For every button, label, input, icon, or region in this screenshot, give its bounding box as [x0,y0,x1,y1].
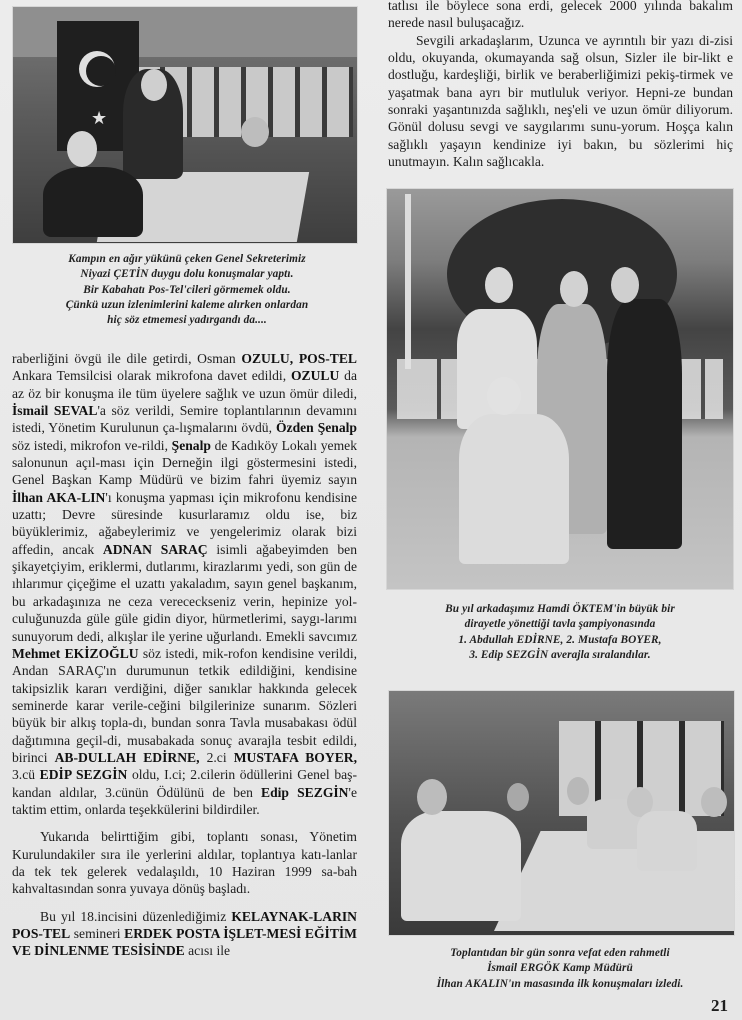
caption-line: Toplantıdan bir gün sonra vefat eden rahmetli [450,947,670,959]
photo-2-caption [390,602,730,663]
bold-name: EDİP SEZGİN [39,767,128,783]
bold-name: Mehmet EKİZOĞLU [12,645,139,661]
bold-name: Edip SEZGİN [261,784,349,800]
right-column-text [388,0,733,170]
page-number: 21 [711,996,728,1015]
man-right-standing [607,299,682,549]
article-paragraph [388,32,733,171]
photo-four-men-outdoors [386,188,734,590]
text-run: söz istedi, mik-rofon kendisine verildi, Andan SARAÇ'ın durumunun tetkik edildiğini, kendisine takipsizlik kararı verdiğini, diğer sanıklar hakkında gelecek seminerde karar verile-ceğini bilgilerinize sunarım. Sözleri büyük bir alkış topla-dı, bundan sonra Tavla musabakası ödül dağıtımına geçil-di, musabakada sonuç avarajla tesbit edildi, birinci [12,645,357,765]
caption-line: İsmail ERGÖK Kamp Müdürü [487,962,633,975]
speaker-head [141,69,167,101]
text-run: söz istedi, mikrofon ve-rildi, [12,437,172,453]
crescent-icon [79,51,115,87]
caption-line: Kampın en ağır yükünü çeken Genel Sekreterimiz [68,253,306,265]
text-run: 3.cü [12,767,40,783]
star-icon: ★ [91,108,108,128]
article-paragraph [388,0,733,32]
seated-man-head [67,131,97,167]
bold-name: OZULU, POS-TEL [241,351,357,366]
caption-line: dirayetle yönettiği tavla şampiyonasında [464,618,656,631]
caption-line: Niyazi ÇETİN duygu dolu konuşmalar yaptı. [80,268,294,281]
background-guest [241,117,269,147]
man-white-shirt [401,811,521,921]
text-run: da az öz bir konuşma ile tüm üyelere sağlık ve uzun ömür diledi, [12,368,357,401]
text-run: 2.ci [199,749,234,765]
text-run: raberliğini övgü ile dile getirdi, Osman [12,351,242,366]
bold-name: ERDEK POSTA İŞLET-MESİ EĞİTİM VE DİNLENME TESİSİNDE [12,926,358,959]
article-paragraph [12,350,357,818]
man-kneeling [459,414,569,564]
text-run: Yukarıda belirttiğim gibi, toplantı sonası, Yönetim Kurulundakiler sıra ile yerlerini aldılar, toplantıya katı-lanlar da tek tek gelerek vedalaşıldı, 10 Haziran 1999 sa-bah kahvaltasından sonra yuvaya dönüş başladı. [12,829,357,897]
bold-name: ADNAN SARAÇ [102,541,208,557]
bold-name: Şenalp [171,437,211,453]
man-middle-head [560,271,588,307]
photo-1-caption [22,252,352,328]
caption-line: Çünkü uzun izlenimlerini kaleme alırken onlardan [65,298,309,311]
guest-body [637,811,697,871]
text-run: Ankara Temsilcisi olarak mikrofona davet edildi, [12,368,291,384]
lamp-pole [405,194,411,369]
caption-line: Bu yıl arkadaşımız Hamdi ÖKTEM'in büyük bir [445,603,675,615]
bold-name: İsmail SEVAL [12,403,98,419]
man-right-head [611,267,639,303]
photo-3-caption [390,946,730,992]
man-white-shirt-head [417,779,447,815]
caption-line: Bir Kabahatı Pos-Tel'cileri görmemek oldu. [83,283,291,296]
guest-head [567,777,589,805]
man-kneeling-head [487,377,521,415]
caption-line: 1. Abdullah EDİRNE, 2. Mustafa BOYER, [458,633,662,646]
bold-name: İlhan AKA-LIN [12,489,106,505]
article-paragraph [12,828,357,897]
text-run: semineri [70,926,125,941]
caption-line: 3. Edip SEZGİN averajla sıralandılar. [469,648,651,661]
text-run: tatlısı ile böylece sona erdi, gelecek 2000 yılında bakalım nerede nasıl buluşacağız. [388,0,733,31]
left-column-text [12,350,357,960]
text-run: isimli ağabeyimden ben şikayetçiyim, eriklermi, dutlarımı, kirazlarımı yedi, son gün de ıhlarımur çiçeğime el uzattı yakaladım, sayın genel başkanım, bu arkadaşınıza ne ceza verececkseniz verin, hepinize yol-culuğunuzda güle güle gidin diyor, hürmetlerimi, saygı-larımı sunuyorum dedi, alkışlar ile yerine uğurlandı. Emekli savcımız [12,541,358,644]
bold-name: AB-DULLAH EDİRNE, [54,749,200,765]
photo-table-meeting [388,690,735,936]
text-run: 'a söz verildi, Semire toplantılarının devamını istedi, Yönetim Kurulunun ça-lışmalarını övdü, [12,403,357,436]
text-run: Sevgili arkadaşlarım, Uzunca ve ayrıntılı bir yazı di-zisi oldu, okuyanda, okumayanda sağ olsun, Sizler ile bir-likt e dostluğu, kardeşliği, birlik ve beraberliğimizi pekiş-tirmek ve yaşatmak bana ayrı bir mutluluk veriyor. Hepni-ze bundan sonraki yaşantınızda sağlıklı, neş'eli ve uzun ömür diliyorum. Gönül dolusu sevgi ve saygılarımı sunu-yorum. Hoşça kalın sağlıklı yaşayın kendinize iyi bakın, bu sözlerimi hiç unutmayın. Kalın sağlıcakla. [388,32,733,170]
seated-man [43,167,143,237]
text-run: oldu, I.ci; 2.cilerin ödüllerini Genel baş-kandan aldılar, 3.cünün Ödülünü de ben [12,767,357,800]
bold-name: KELAYNAK-LARIN POS-TEL [12,908,357,941]
guest-head [701,787,727,817]
article-paragraph [12,908,357,960]
text-run: 'ı konuşma yapması için mikrofonu kendisine uzattı; Devre süresinde kusurlaramız oldu ise, biz büyüklerimiz, ağabeylerimiz ve yengelerimiz olarak bizi affedin, ancak [12,489,357,557]
man-left-head [485,267,513,303]
caption-line: hiç söz etmemesi yadırgandı da.... [107,314,267,327]
text-run: 'e taktim ettim, onlarda teşekkülerini bildirdiler. [12,784,357,817]
text-run: Bu yıl 18.incisini düzenlediğimiz [40,908,232,924]
bold-name: Özden Şenalp [275,420,357,436]
guest-head [507,783,529,811]
text-run: acısı ile [184,943,231,959]
bold-name: OZULU [290,368,340,384]
caption-line: İlhan AKALIN'ın masasında ilk konuşmaları izledi. [436,977,684,990]
text-run: de Kadıköy Lokalı yemek salonunun açıl-ması için Derneğin ilgi göstermesini istedi, Genel Başkan Kamp Müdürü ve bizim fahri üyemiz sayın [12,437,357,488]
photo-meeting-with-flag [12,6,358,244]
bold-name: MUSTAFA BOYER, [233,749,357,765]
